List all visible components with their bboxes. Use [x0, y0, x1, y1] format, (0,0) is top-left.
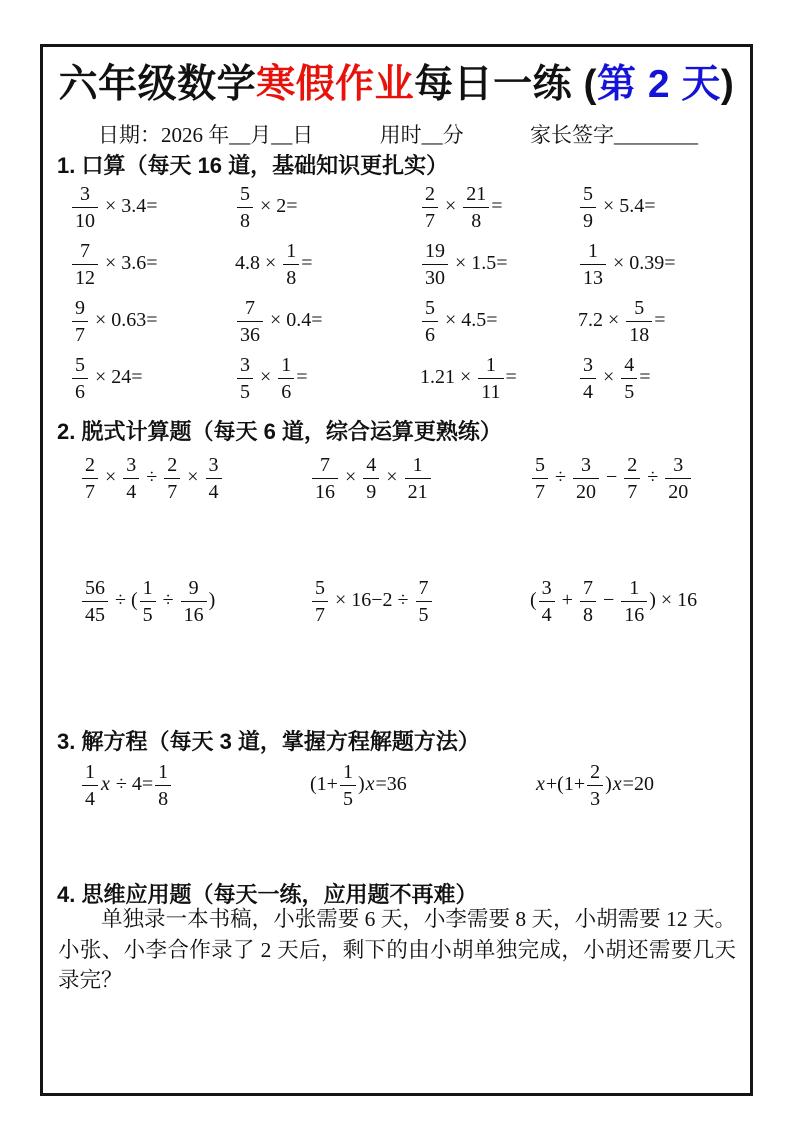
fraction: $\frac{3}{5}$ [237, 354, 253, 403]
fraction: $\frac{9}{7}$ [72, 297, 88, 346]
title-grade-subject: 六年级数学 [58, 63, 257, 106]
math-problem: $\frac{7}{12}$ × 3.6= [70, 236, 235, 293]
equations-grid [80, 754, 740, 816]
title-daily-practice: 每日一练 ( [414, 63, 597, 106]
fraction: $\frac{19}{30}$ [422, 240, 448, 289]
fraction: $\frac{5}{6}$ [422, 297, 438, 346]
math-problem: $\frac{19}{30}$ × 1.5= [420, 236, 578, 293]
fraction: $\frac{21}{8}$ [463, 183, 489, 232]
fraction: $\frac{1}{5}$ [340, 761, 356, 810]
math-problem: $\frac{9}{7}$ × 0.63= [70, 293, 235, 350]
fraction: $\frac{5}{7}$ [532, 454, 548, 503]
parent-signature-field: 家长签字________ [530, 123, 698, 147]
fraction: $\frac{2}{3}$ [587, 761, 603, 810]
math-problem: 4.8 × $\frac{1}{8}$ = [235, 240, 313, 289]
worksheet-page [40, 44, 753, 1096]
math-problem: ( $\frac{3}{4}$ + $\frac{7}{8}$ − $\frac{1}{16}$ ) × 16 [530, 576, 698, 626]
math-problem: $\frac{7}{16}$ × $\frac{4}{9}$ × $\frac{1}{21}$ [310, 446, 530, 510]
section-1-heading: 1. 口算（每天 16 道，基础知识更扎实） [57, 153, 449, 178]
section-3-heading: 3. 解方程（每天 3 道，掌握方程解题方法） [57, 729, 480, 754]
fraction: $\frac{1}{4}$ [82, 761, 98, 810]
math-problem: $\frac{1}{4}$ x ÷ 4= $\frac{1}{8}$ [80, 754, 310, 816]
fraction: $\frac{1}{6}$ [278, 354, 294, 403]
fraction: $\frac{1}{5}$ [140, 577, 156, 626]
date-field: 日期：2026 年__月__日 [98, 123, 314, 147]
section-4-heading: 4. 思维应用题（每天一练，应用题不再难） [57, 882, 478, 907]
step-calc-row-2 [80, 566, 740, 636]
math-problem: $\frac{5}{9}$ × 5.4= [578, 179, 740, 236]
fraction: $\frac{9}{16}$ [181, 577, 207, 626]
fraction: $\frac{1}{8}$ [155, 761, 171, 810]
fraction: $\frac{7}{8}$ [580, 577, 596, 626]
fraction: $\frac{7}{36}$ [237, 297, 263, 346]
math-problem: (1+ $\frac{1}{5}$ )x=36 [310, 760, 407, 810]
fraction: $\frac{5}{18}$ [626, 297, 652, 346]
math-problem: $\frac{2}{7}$ × $\frac{3}{4}$ ÷ $\frac{2}{7}$ × $\frac{3}{4}$ [80, 446, 310, 510]
meta-line [98, 119, 698, 149]
section-2-heading: 2. 脱式计算题（每天 6 道，综合运算更熟练） [57, 419, 502, 444]
fraction: $\frac{3}{4}$ [123, 454, 139, 503]
word-problem-text: 单独录一本书稿，小张需要 6 天，小李需要 8 天，小胡需要 12 天。小张、小李合作录了 2 天后，剩下的由小胡单独完成，小胡还需要几天录完？ [58, 907, 736, 993]
fraction: $\frac{56}{45}$ [82, 577, 108, 626]
math-problem: 7.2 × $\frac{5}{18}$ = [578, 297, 666, 346]
math-problem: $\frac{5}{7}$ × 16−2 ÷ $\frac{7}{5}$ [310, 566, 530, 636]
fraction: $\frac{2}{7}$ [422, 183, 438, 232]
fraction: $\frac{1}{8}$ [283, 240, 299, 289]
math-problem: $\frac{2}{7}$ × $\frac{21}{8}$ = [420, 179, 578, 236]
fraction: $\frac{3}{10}$ [72, 183, 98, 232]
fraction: $\frac{4}{5}$ [621, 354, 637, 403]
title-homework-highlight: 寒假作业 [256, 63, 415, 106]
math-problem: x+(1+ $\frac{2}{3}$ )x=20 [536, 760, 654, 810]
fraction: $\frac{7}{5}$ [416, 577, 432, 626]
math-problem: $\frac{5}{7}$ ÷ $\frac{3}{20}$ − $\frac{2}{7}$ ÷ $\frac{3}{20}$ [530, 446, 740, 510]
math-problem: $\frac{3}{4}$ × $\frac{4}{5}$ = [578, 350, 740, 407]
step-calc-row-1 [80, 446, 740, 510]
math-problem: $\frac{5}{6}$ × 4.5= [420, 293, 578, 350]
fraction: $\frac{2}{7}$ [164, 454, 180, 503]
fraction: $\frac{2}{7}$ [624, 454, 640, 503]
math-problem: 1.21 × $\frac{1}{11}$ = [420, 354, 517, 403]
math-problem: $\frac{1}{13}$ × 0.39= [578, 236, 740, 293]
fraction: $\frac{5}{8}$ [237, 183, 253, 232]
time-spent-field: 用时__分 [379, 123, 464, 147]
fraction: $\frac{7}{12}$ [72, 240, 98, 289]
fraction: $\frac{1}{11}$ [478, 354, 503, 403]
oral-problems-grid [70, 179, 740, 407]
math-problem: $\frac{5}{8}$ × 2= [235, 179, 420, 236]
math-problem: $\frac{3}{5}$ × $\frac{1}{6}$ = [235, 350, 420, 407]
fraction: $\frac{5}{6}$ [72, 354, 88, 403]
fraction: $\frac{5}{9}$ [580, 183, 596, 232]
fraction: $\frac{4}{9}$ [363, 454, 379, 503]
math-problem: $\frac{56}{45}$ ÷ ( $\frac{1}{5}$ ÷ $\frac{9}{16}$ ) [80, 566, 310, 636]
fraction: $\frac{3}{4}$ [539, 577, 555, 626]
fraction: $\frac{7}{16}$ [312, 454, 338, 503]
fraction: $\frac{3}{20}$ [573, 454, 599, 503]
title-paren-close: ) [720, 63, 735, 106]
fraction: $\frac{3}{4}$ [206, 454, 222, 503]
fraction: $\frac{1}{13}$ [580, 240, 606, 289]
title-day-number: 第 2 天 [596, 63, 721, 106]
fraction: $\frac{2}{7}$ [82, 454, 98, 503]
math-problem: $\frac{7}{36}$ × 0.4= [235, 293, 420, 350]
fraction: $\frac{1}{21}$ [405, 454, 431, 503]
worksheet-title [43, 53, 750, 109]
fraction: $\frac{3}{20}$ [665, 454, 691, 503]
math-problem: $\frac{5}{6}$ × 24= [70, 350, 235, 407]
fraction: $\frac{1}{16}$ [621, 577, 647, 626]
fraction: $\frac{5}{7}$ [312, 577, 328, 626]
fraction: $\frac{3}{4}$ [580, 354, 596, 403]
math-problem: $\frac{3}{10}$ × 3.4= [70, 179, 235, 236]
